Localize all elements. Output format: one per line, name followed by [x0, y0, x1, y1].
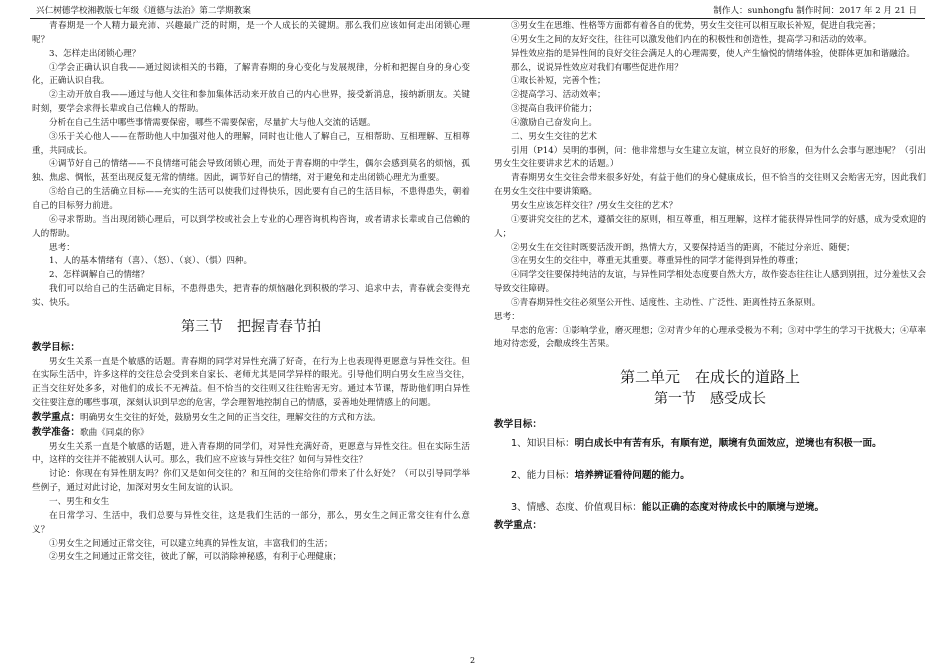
page-number: 2	[470, 656, 476, 665]
attitude-goal: 3、情感、态度、价值观目标：能以正确的态度对待成长中的顺境与逆境。	[511, 502, 825, 514]
list-item: ②提高学习、活动效率；	[511, 90, 606, 101]
paragraph: ④调节好自己的情绪——不良情绪可能会导致闭锁心理，而处于青春期的中学生，偶尔会感到莫名的烦恼，孤独、焦虑、惆怅，甚至出现反复无常的情绪。因此，调节好自己的情绪，对于避免和走出闭锁心理尤为重要。	[32, 159, 470, 184]
list-item: ②男女生之间通过正常交往，彼此了解，可以消除神秘感，有利于心理健康；	[49, 552, 342, 563]
list-item: ①要讲究交往的艺术，遵循交往的原则，相互尊重，相互理解，这样才能获得异性同学的好感，成为受欢迎的人；	[494, 214, 926, 239]
prep-line: 教学准备：歌曲《同桌的你》	[32, 426, 149, 438]
intro-text: 男女生关系一直是个敏感的话题，进入青春期的同学们，对异性充满好奇，更愿意与异性交往。但在实际生活中，这样的交往并不能被别人认可。那么，我们应不应该与异性交往？如何与异性交往？	[32, 441, 470, 466]
question: 那么，说说异性效应对我们有哪些促进作用？	[511, 62, 683, 73]
paragraph: 早恋的危害：①影响学业，磨灭理想；②对青少年的心理承受极为不利；③对中学生的学习干扰极大；④草率地对待恋爱，会酿成终生苦果。	[494, 325, 926, 350]
paragraph: 我们可以给自己的生活确定目标，不患得患失，把青春的烦恼融化到积极的学习、追求中去，青春就会变得充实、快乐。	[32, 284, 470, 308]
list-item: ⑤青春期异性交往必须坚公开性、适度性、主动性、广泛性、距离性持五条原则。	[511, 297, 821, 308]
question-heading: 3、怎样走出闭锁心理？	[49, 48, 141, 59]
paragraph: 分析在自己生活中哪些事情需要保密，哪些不需要保密，尽量扩大与他人交流的话题。	[49, 117, 376, 128]
paragraph: 引用（P14）吴明的事例，问：他非常想与女生建立友谊，树立良好的形象，但为什么会事与愿违呢？（引出男女生交往要讲求艺术的话题。）	[494, 145, 926, 170]
goal-label: 教学目标：	[494, 419, 542, 431]
question: 男女生应该怎样交往？/男女生交往的艺术？	[511, 200, 678, 211]
goal-label: 教学目标：	[32, 341, 80, 353]
think-label: 思考：	[49, 242, 75, 253]
list-item: ④激励自己奋发向上。	[511, 117, 597, 128]
list-item: ①取长补短，完善个性；	[511, 76, 606, 87]
page-header	[30, 4, 925, 19]
list-item: ③提高自我评价能力；	[511, 104, 597, 115]
list-item: ④同学交往要保持纯洁的友谊，与异性同学相处态度要自然大方，故作姿态往往让人感到别扭，过分羞怯又会导致交往障碍。	[494, 270, 926, 295]
goal-text: 男女生关系一直是个敏感的话题。青春期的同学对异性充满了好奇，在行为上也表现得更愿意与异性交往。但在实际生活中，许多这样的交往总会受到来自家长、老师尤其是同学异样的眼光。引导他们明白男女生应当交往，正当交往好处多多，对他们的成长不无裨益。但不恰当的交往则又往往贻害无穷。通过本节课，帮助他们明白异性交往要注意的哪些事项，深刻认识到早恋的危害，学会理智地控制自己的情感，妥善地处理情感上的问题。	[32, 356, 470, 409]
subheading: 二、男女生交往的艺术	[511, 131, 597, 142]
think-label: 思考：	[494, 311, 520, 322]
paragraph: ⑥寻求帮助。当出现闭锁心理后，可以到学校或社会上专业的心理咨询机构咨询，或者请求长辈或自己信赖的人的帮助。	[32, 214, 470, 239]
section-title: 第三节 把握青春节拍	[181, 318, 321, 335]
paragraph: ①学会正确认识自我——通过阅读相关的书籍，了解青春期的身心变化与发展规律，分析和把握自身的身心变化，正确认识自我。	[32, 62, 470, 87]
focus-line: 教学重点：明确男女生交往的好处，鼓励男女生之间的正当交往，理解交往的方式和方法。	[32, 411, 381, 423]
ability-goal: 2、能力目标：培养辨证看待问题的能力。	[511, 470, 690, 482]
header-course-title: 兴仁树德学校湘教版七年级《道德与法治》第二学期教案	[36, 6, 251, 16]
right-column	[494, 20, 926, 534]
paragraph: 青春期是一个人精力最充沛、兴趣最广泛的时期，是一个人成长的关键期。那么我们应该如何走出闭锁心理呢？	[32, 21, 470, 45]
paragraph: 青春期男女生交往会带来很多好处，有益于他们的身心健康成长，但不恰当的交往则又会贻害无穷，因此我们在男女生交往中要讲策略。	[494, 173, 926, 198]
left-column	[32, 20, 470, 565]
knowledge-goal: 1、知识目标：明白成长中有苦有乐，有顺有逆，顺境有负面效应，逆境也有积极一面。	[511, 438, 882, 450]
discuss-text: 讨论：你现在有异性朋友吗？你们又是如何交往的？和互间的交往给你们带来了什么好处？（可以引导同学举些例子，通过对此讨论，加深对男女生间友谊的认识。	[32, 469, 470, 494]
focus-label: 教学重点：	[494, 520, 542, 532]
paragraph: 2、怎样调解自己的情绪？	[49, 270, 149, 281]
lesson-title: 第一节 感受成长	[654, 391, 766, 408]
list-item: ④男女生之间的友好交往，往往可以激发他们内在的积极性和创造性，提高学习和活动的效率。	[511, 34, 872, 45]
paragraph: 在日常学习、生活中，我们总要与异性交往，这是我们生活的一部分，那么，男女生之间正常交往有什么意义？	[32, 510, 470, 535]
header-author-date: 制作人：sunhongfu 制作时间：2017 年 2 月 21 日	[713, 6, 917, 16]
list-item: ②男女生在交往时既要活泼开朗，热情大方，又要保持适当的距离，不能过分亲近、随便；	[511, 242, 855, 253]
list-item: ③男女生在思维、性格等方面都有着各自的优势，男女生交往可以相互取长补短，促进自我完善；	[511, 21, 881, 31]
paragraph: 异性效应指的是异性间的良好交往会满足人的心理需要，使人产生愉悦的情绪体验，使群体更加和谐融洽。	[511, 48, 915, 59]
list-item: ③在男女生的交往中，尊重无其重要。尊重异性的同学才能得到异性的尊重；	[511, 256, 804, 267]
subheading: 一、男生和女生	[49, 497, 110, 507]
list-item: ①男女生之间通过正常交往，可以建立纯真的异性友谊，丰富我们的生活；	[49, 538, 333, 549]
paragraph: 1、人的基本情绪有（喜）、（怒）、（哀）、（惧）四种。	[49, 256, 253, 267]
paragraph: ③乐于关心他人——在帮助他人中加强对他人的理解，同时也让他人了解自己，互相帮助、互相理解、互相尊重，共同成长。	[32, 131, 470, 156]
paragraph: ⑤给自己的生活确立目标——充实的生活可以使我们过得快乐，因此要有自己的生活目标，不患得患失，朝着自己的目标努力前进。	[32, 187, 470, 211]
paragraph: ②主动开放自我——通过与他人交往和参加集体活动来开放自己的内心世界，接受新消息，接纳新朋友。关键时刻，要学会求得长辈或自己信赖人的帮助。	[32, 90, 470, 115]
unit-title: 第二单元 在成长的道路上	[619, 368, 800, 387]
